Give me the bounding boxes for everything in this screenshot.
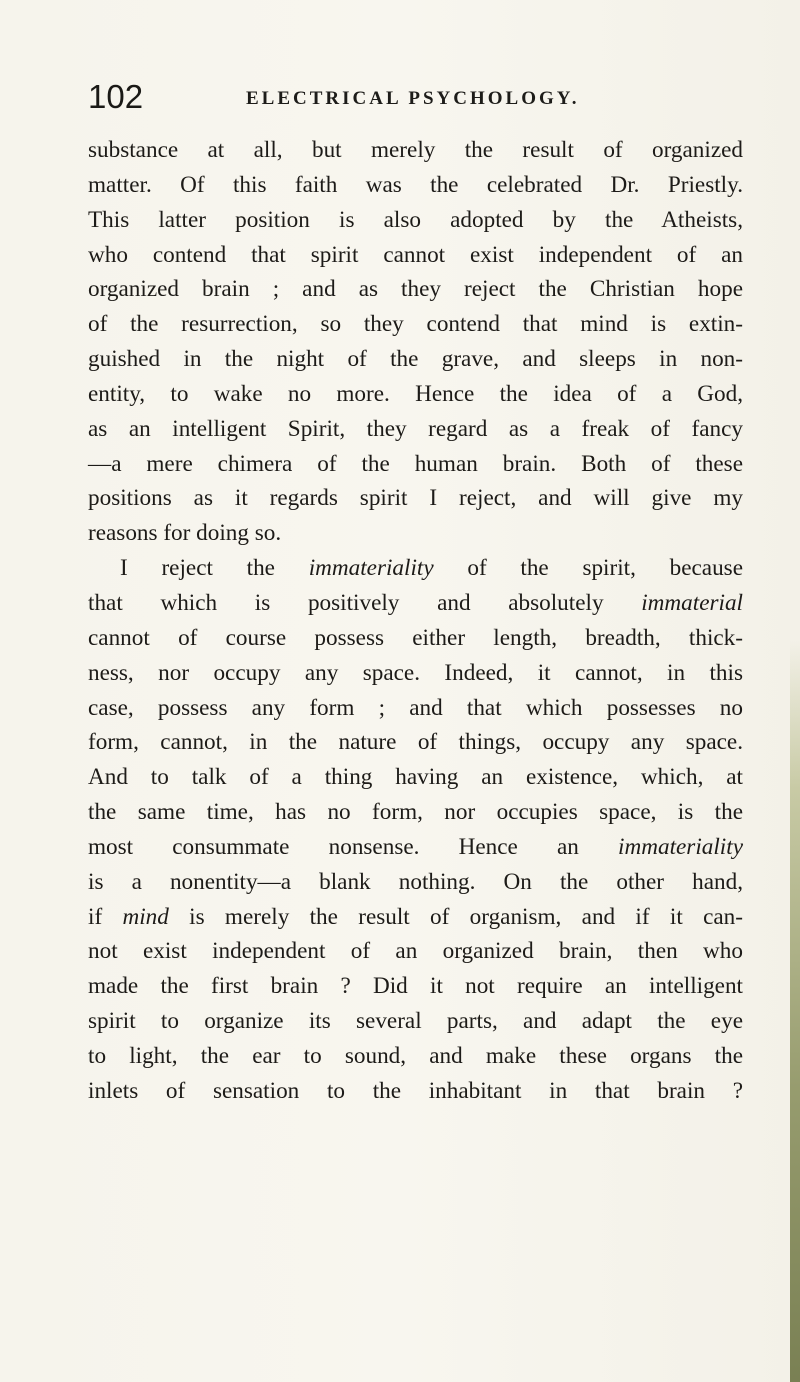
text-line: reasons for doing so. [88, 520, 282, 547]
emphasized-word: immateriality [308, 555, 434, 582]
emphasized-word: immateriality [618, 833, 743, 860]
emphasized-word: immaterial [641, 589, 743, 616]
text-line: positions as it regards spirit I reject, and will give my [88, 485, 743, 512]
text-line: spirit to organize its several parts, and adapt the eye [88, 1008, 743, 1035]
text-line: ness, nor occupy any space. Indeed, it cannot, in this [88, 659, 743, 686]
text-line: organized brain ; and as they reject the Christian hope [88, 276, 743, 303]
emphasized-word: mind [122, 903, 169, 930]
text-line: This latter position is also adopted by the Atheists, [88, 206, 743, 233]
text-line: of the resurrection, so they contend that mind is extin- [88, 311, 743, 338]
text-line: guished in the night of the grave, and sleeps in non- [88, 346, 743, 373]
text-line: most consummate nonsense. Hence an immateriality [88, 833, 743, 860]
text-line: entity, to wake no more. Hence the idea of a God, [88, 380, 743, 407]
page-number: 102 [88, 78, 144, 115]
text-line: cannot of course possess either length, breadth, thick- [88, 624, 743, 651]
text-line: the same time, has no form, nor occupies space, is the [88, 799, 743, 826]
text-line: matter. Of this faith was the celebrated Dr. Priestly. [88, 171, 743, 198]
text-line: to light, the ear to sound, and make these organs the [88, 1042, 743, 1069]
text-line: not exist independent of an organized brain, then who [88, 938, 743, 965]
text-line: form, cannot, in the nature of things, occupy any space. [88, 729, 743, 756]
text-line: And to talk of a thing having an existence, which, at [88, 764, 743, 791]
text-line: —a mere chimera of the human brain. Both of these [88, 450, 743, 477]
running-head: ELECTRICAL PSYCHOLOGY. [246, 88, 580, 109]
text-line: made the first brain ? Did it not require an intelligent [88, 973, 743, 1000]
body-text [88, 133, 743, 1109]
text-line: I reject the immateriality of the spirit, because [120, 555, 743, 582]
text-line: as an intelligent Spirit, they regard as a freak of fancy [88, 415, 743, 442]
page-edge-stain [790, 640, 800, 1382]
text-line: who contend that spirit cannot exist independent of an [88, 241, 743, 268]
page-header [88, 78, 748, 118]
text-line: substance at all, but merely the result of organized [88, 137, 743, 163]
text-line: if mind is merely the result of organism, and if it can- [88, 903, 743, 930]
text-line: inlets of sensation to the inhabitant in that brain ? [88, 1077, 743, 1104]
text-line: that which is positively and absolutely immaterial [88, 589, 743, 616]
text-line: case, possess any form ; and that which possesses no [88, 694, 743, 721]
text-line: is a nonentity—a blank nothing. On the other hand, [88, 868, 743, 895]
